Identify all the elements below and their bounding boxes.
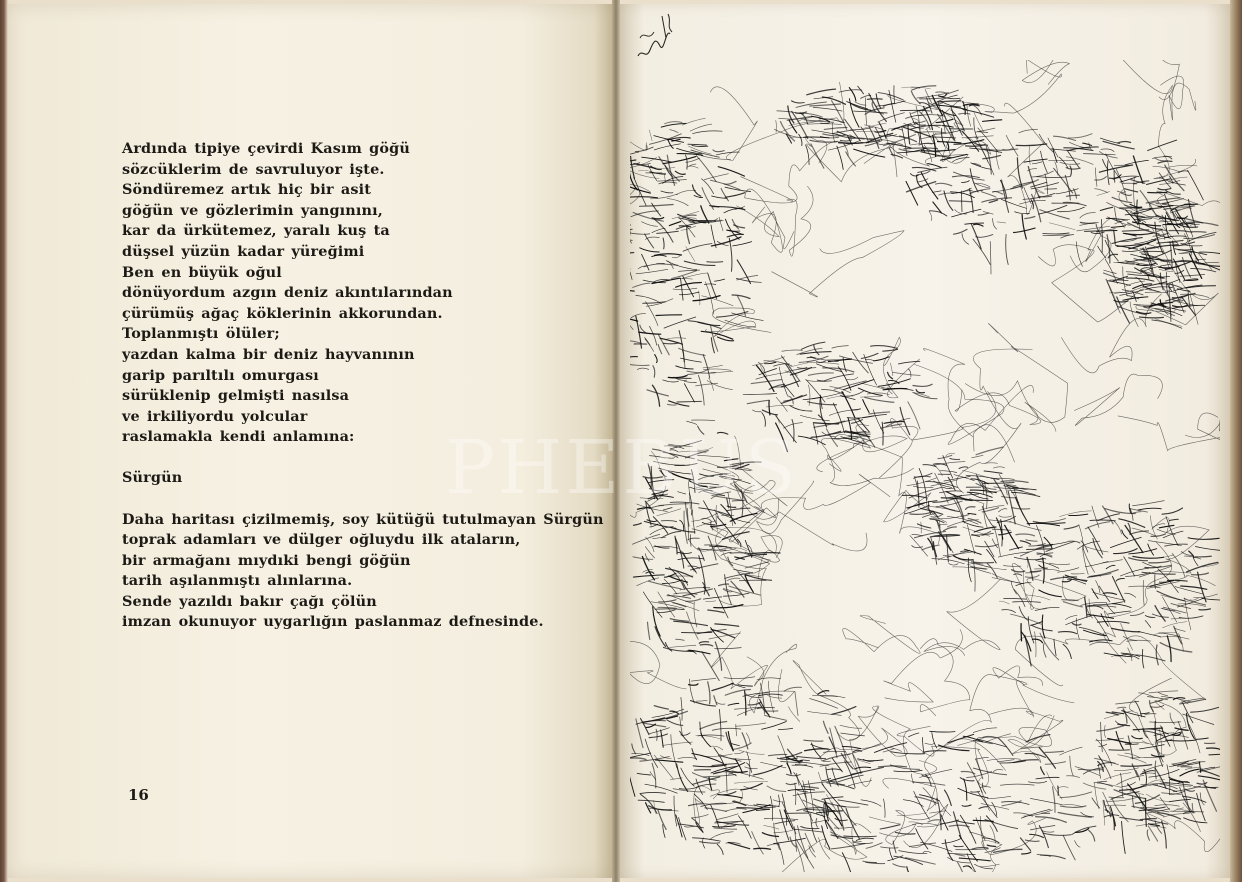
- poem-line: Toplanmıştı ölüler;: [122, 325, 280, 343]
- poem-line: düşsel yüzün kadar yüreğimi: [122, 242, 365, 260]
- section-title: Sürgün: [122, 469, 183, 487]
- poem-line: raslamakla kendi anlamına:: [122, 428, 355, 446]
- poem-stanza-2: [122, 510, 604, 634]
- page-number: 16: [128, 786, 149, 804]
- poem-line: kar da ürkütemez, yaralı kuş ta: [122, 222, 390, 240]
- poem-text: [122, 139, 604, 633]
- poem-line: yazdan kalma bir deniz hayvanının: [122, 345, 415, 363]
- poem-line: ve irkiliyordu yolcular: [122, 407, 308, 425]
- poem-line: Daha haritası çizilmemiş, soy kütüğü tutulmayan Sürgün: [122, 510, 604, 528]
- watermark: PHEBUS: [445, 425, 799, 511]
- poem-line: göğün ve gözlerimin yangınını,: [122, 201, 383, 219]
- poem-line: tarih aşılanmıştı alınlarına.: [122, 572, 353, 590]
- poem-line: sözcüklerim de savruluyor işte.: [122, 160, 385, 178]
- poem-line: çürümüş ağaç köklerinin akkorundan.: [122, 304, 443, 322]
- poem-line: bir armağanı mıydıki bengi göğün: [122, 551, 411, 569]
- poem-stanza-1: [122, 139, 592, 448]
- poem-line: toprak adamları ve dülger oğluydu ilk ataların,: [122, 531, 521, 549]
- artist-signature: [632, 8, 678, 68]
- poem-line: dönüyordum azgın deniz akıntılarından: [122, 284, 453, 302]
- book-cover-edge: [1230, 0, 1242, 882]
- poem-line: Sende yazıldı bakır çağı çölün: [122, 592, 377, 610]
- poem-line: Ben en büyük oğul: [122, 263, 282, 281]
- poem-line: Ardında tipiye çevirdi Kasım göğü: [122, 140, 410, 157]
- poem-line: garip parıltılı omurgası: [122, 366, 319, 384]
- poem-line: Söndüremez artık hiç bir asit: [122, 181, 371, 199]
- poem-line: sürüklenip gelmişti nasılsa: [122, 387, 350, 405]
- poem-line: imzan okunuyor uygarlığın paslanmaz defnesinde.: [122, 613, 544, 631]
